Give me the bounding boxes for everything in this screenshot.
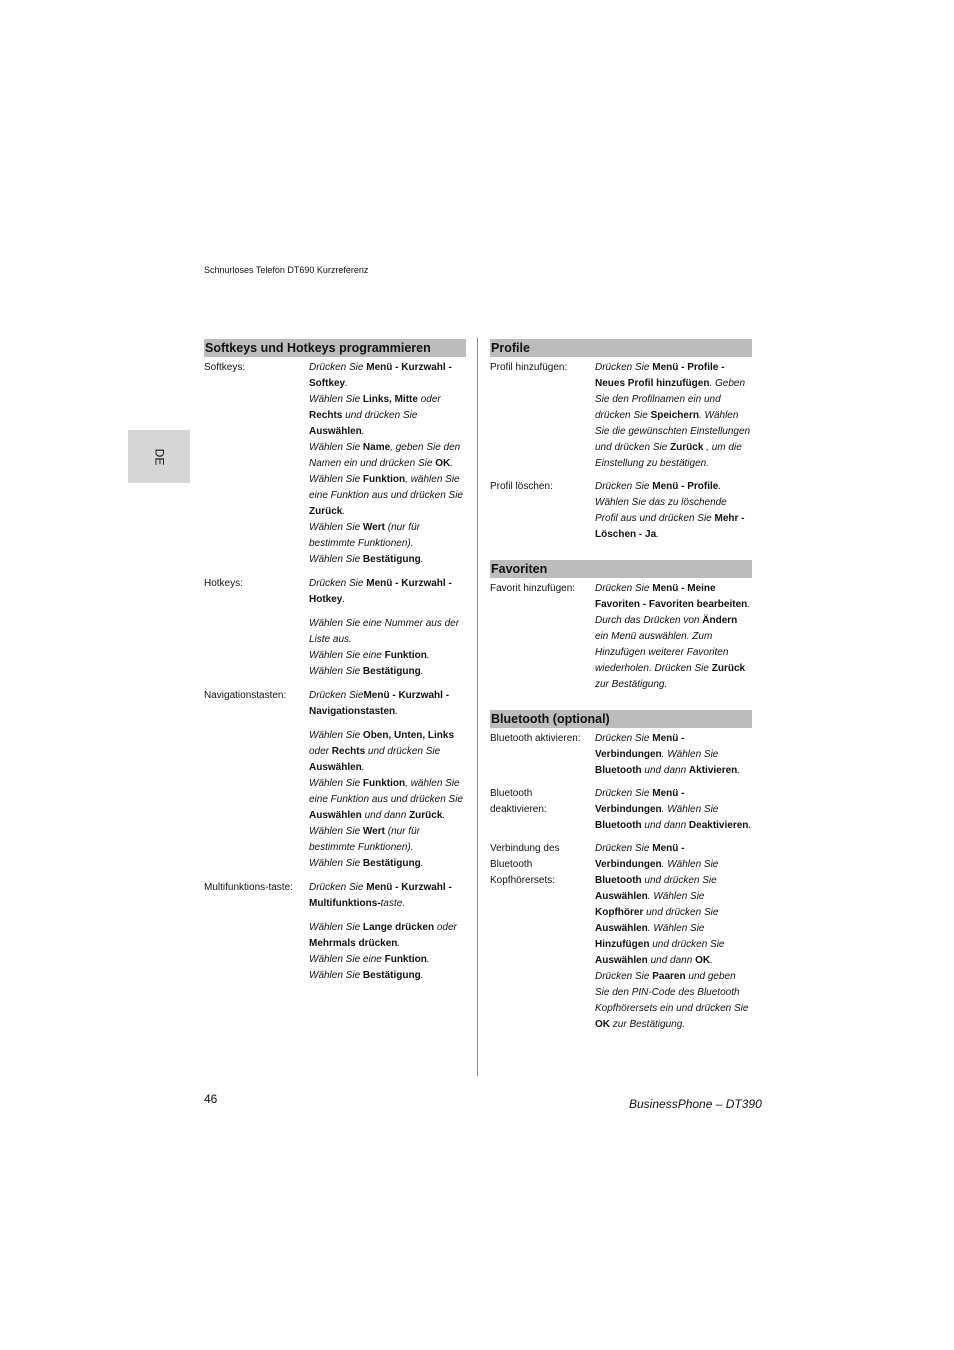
bluetooth-section xyxy=(490,710,752,1033)
footer-title: BusinessPhone – DT390 xyxy=(629,1097,762,1111)
section-title: Favoriten xyxy=(490,560,752,578)
hotkeys-row xyxy=(204,576,466,680)
running-head: Schnurloses Telefon DT690 Kurzreferenz xyxy=(204,265,369,275)
section-title: Softkeys und Hotkeys programmieren xyxy=(204,339,466,357)
multifunction-row xyxy=(204,880,466,984)
profile-add-row xyxy=(490,360,752,472)
row-body: Drücken Sie Menü - Profile. Wählen Sie das zu löschende Profil aus und drücken Sie Mehr - Löschen - Ja. xyxy=(595,481,745,540)
bluetooth-deactivate-row xyxy=(490,786,752,834)
navigation-row xyxy=(204,688,466,872)
row-label: Favorit hinzufügen: xyxy=(490,583,576,594)
favorite-add-row xyxy=(490,581,752,693)
row-label: Multifunktions-taste: xyxy=(204,882,293,893)
row-body: Drücken Sie Menü - Kurzwahl - Hotkey. Wählen Sie eine Nummer aus der Liste aus. Wählen Sie eine Funktion. Wählen Sie Bestätigung. xyxy=(309,578,460,677)
right-column xyxy=(490,339,752,1033)
row-body: Drücken Sie Menü - Profile - Neues Profil hinzufügen. Geben Sie den Profilnamen ein und drücken Sie Speichern. Wählen Sie die gewünschten Einstellungen und drücken Sie Zurück , um die Einstellung zu bestätigen. xyxy=(595,362,751,469)
bluetooth-headset-row xyxy=(490,841,752,1033)
row-label: Profil hinzufügen: xyxy=(490,362,568,373)
favorites-section xyxy=(490,560,752,693)
row-label: Bluetooth aktivieren: xyxy=(490,733,581,744)
section-title: Profile xyxy=(490,339,752,357)
language-tab xyxy=(128,430,190,483)
row-label: Hotkeys: xyxy=(204,578,243,589)
language-tab-label: DE xyxy=(151,448,166,465)
row-body: Drücken Sie Menü - Verbindungen. Wählen Sie Bluetooth und drücken Sie Auswählen. Wählen Sie Kopfhörer und drücken Sie Auswählen. Wählen Sie Hinzufügen und drücken Sie Auswählen und dann OK. Drücken Sie Paaren und geben Sie den PIN-Code des Bluetooth Kopfhörersets ein und drücken Sie OK zur Bestätigung. xyxy=(595,843,749,1030)
row-label: Profil löschen: xyxy=(490,481,553,492)
bluetooth-activate-row xyxy=(490,731,752,779)
row-body: Drücken Sie Menü - Verbindungen. Wählen Sie Bluetooth und dann Deaktivieren. xyxy=(595,788,752,831)
row-label: Bluetooth deaktivieren: xyxy=(490,788,547,815)
row-label: Navigationstasten: xyxy=(204,690,287,701)
page-number: 46 xyxy=(204,1092,218,1106)
row-label: Softkeys: xyxy=(204,362,246,373)
row-label: Verbindung des Bluetooth Kopfhörersets: xyxy=(490,843,560,886)
column-divider xyxy=(477,338,478,1076)
row-body: Drücken Sie Menü - Kurzwahl - Softkey. Wählen Sie Links, Mitte oder Rechts und drücken Sie Auswählen. Wählen Sie Name, geben Sie den Namen ein und drücken Sie OK. Wählen Sie Funktion, wählen Sie eine Funktion aus und drücken Sie Zurück. Wählen Sie Wert (nur für bestimmte Funktionen). Wählen Sie Bestätigung. xyxy=(309,362,463,565)
row-body: Drücken Sie Menü - Meine Favoriten - Favoriten bearbeiten. Durch das Drücken von Ändern ein Menü auswählen. Zum Hinzufügen weiterer Favoriten wiederholen. Drücken Sie Zurück zur Bestätigung. xyxy=(595,583,751,690)
profile-section xyxy=(490,339,752,543)
row-body: Drücken SieMenü - Kurzwahl - Navigationstasten. Wählen Sie Oben, Unten, Links oder Rechts und drücken Sie Auswählen. Wählen Sie Funktion, wählen Sie eine Funktion aus und drücken Sie Auswählen und dann Zurück. Wählen Sie Wert (nur für bestimmte Funktionen). Wählen Sie Bestätigung. xyxy=(309,690,463,869)
row-body: Drücken Sie Menü - Kurzwahl - Multifunktions-taste. Wählen Sie Lange drücken oder Mehrmals drücken. Wählen Sie eine Funktion. Wählen Sie Bestätigung. xyxy=(309,882,457,981)
softkeys-row xyxy=(204,360,466,568)
left-column xyxy=(204,339,466,984)
row-body: Drücken Sie Menü - Verbindungen. Wählen Sie Bluetooth und dann Aktivieren. xyxy=(595,733,741,776)
section-title: Bluetooth (optional) xyxy=(490,710,752,728)
profile-delete-row xyxy=(490,479,752,543)
softkeys-hotkeys-section xyxy=(204,339,466,984)
